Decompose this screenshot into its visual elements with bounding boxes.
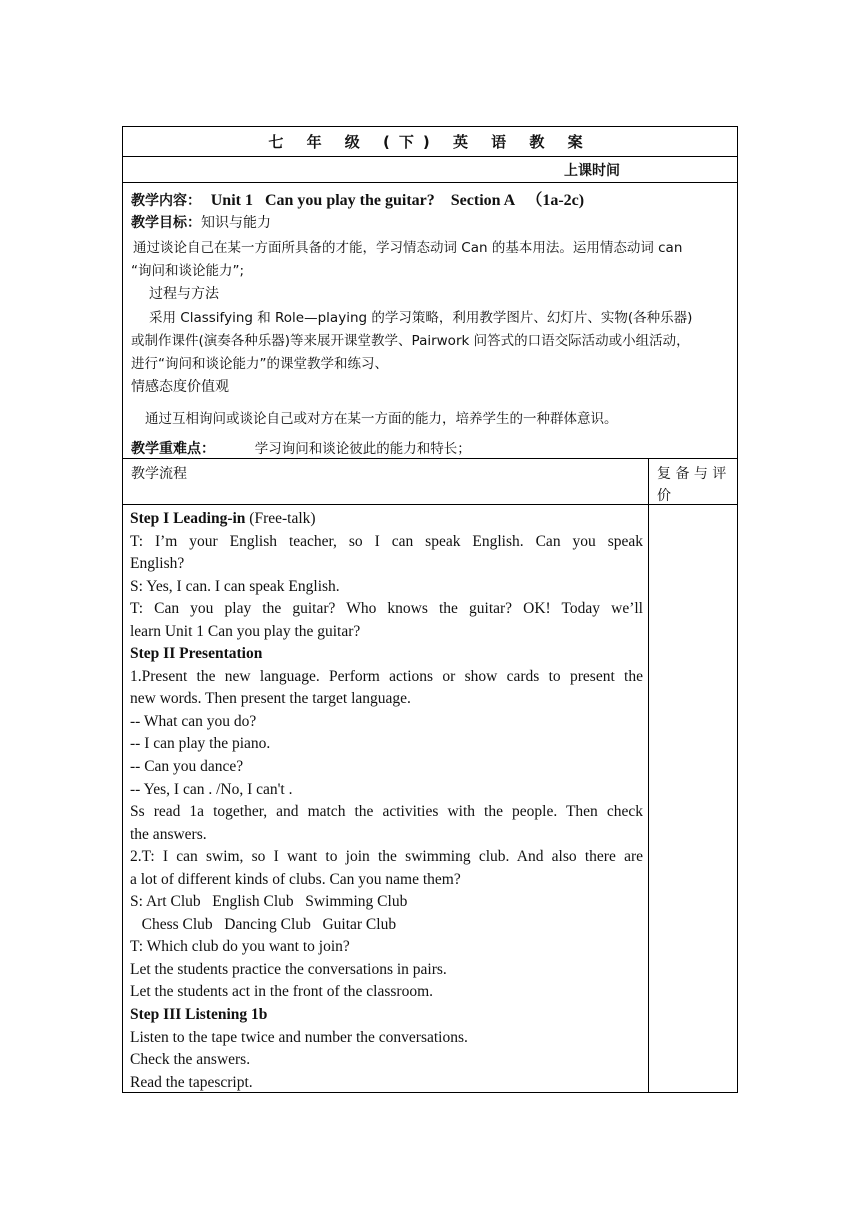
- flow-header-cell: [123, 459, 649, 504]
- step-line: Ss read 1a together, and match the activities with the people. Then check: [130, 803, 643, 821]
- method-line-1: 采用 Classifying 和 Role—playing 的学习策略，利用教学图片、幻灯片、实物(各种乐器): [149, 310, 693, 326]
- method-line-3: 进行“询问和谈论能力”的课堂教学和练习、: [131, 356, 388, 372]
- teaching-content-cell: [122, 183, 738, 459]
- emotion-label: 情感态度价值观: [131, 379, 229, 395]
- key-points-value: 学习询问和谈论彼此的能力和特长；: [254, 441, 471, 457]
- step-line: Listen to the tape twice and number the conversations.: [130, 1028, 468, 1046]
- emotion-line: 通过互相询问或谈论自己或对方在某一方面的能力，培养学生的一种群体意识。: [145, 411, 618, 427]
- content-line: [131, 187, 584, 210]
- key-points-line: [131, 437, 471, 458]
- flow-header-row: [122, 459, 738, 505]
- step-line: -- Can you dance?: [130, 758, 244, 776]
- document-title: 七 年 级 (下) 英 语 教 案: [122, 126, 738, 157]
- step-line: new words. Then present the target language.: [130, 690, 411, 708]
- flow-body-row: [122, 505, 738, 1093]
- step-line: -- I can play the piano.: [130, 735, 271, 753]
- step-line: 1.Present the new language. Perform actions or show cards to present the: [130, 667, 643, 685]
- key-points-label: 教学重难点：: [131, 441, 215, 457]
- flow-body-cell: [123, 505, 649, 1092]
- goals-line: [131, 212, 271, 232]
- step-line: Chess Club Dancing Club Guitar Club: [130, 915, 397, 933]
- flow-header: 教学流程: [131, 466, 187, 482]
- content-label: 教学内容：: [131, 193, 201, 209]
- step-line: Read the tapescript.: [130, 1073, 253, 1091]
- step-line: Check the answers.: [130, 1051, 251, 1069]
- goals-sub: 知识与能力: [201, 215, 271, 231]
- step-line: learn Unit 1 Can you play the guitar?: [130, 622, 361, 640]
- teaching-steps: [130, 508, 643, 1094]
- goals-label: 教学目标：: [131, 215, 201, 231]
- step-heading: [130, 508, 643, 531]
- review-body-cell: [649, 505, 737, 1092]
- step-heading: [130, 643, 643, 666]
- goal-line-2: “询问和谈论能力”;: [131, 263, 245, 279]
- step-line: S: Yes, I can. I can speak English.: [130, 577, 340, 595]
- step-line: English?: [130, 555, 185, 573]
- step-heading-title: Step III Listening 1b: [130, 1006, 268, 1024]
- step-heading-note: (Free-talk): [245, 510, 316, 527]
- step-line: -- Yes, I can . /No, I can't .: [130, 780, 293, 798]
- step-heading: [130, 1004, 643, 1027]
- step-line: T: Which club do you want to join?: [130, 938, 350, 956]
- step-line: Let the students practice the conversations in pairs.: [130, 960, 447, 978]
- review-header-line-1: 复 备 与 评: [657, 466, 727, 482]
- step-line: -- What can you do?: [130, 712, 257, 730]
- step-line: 2.T: I can swim, so I want to join the swimming club. And also there are: [130, 848, 643, 866]
- step-line: a lot of different kinds of clubs. Can you name them?: [130, 870, 461, 888]
- step-line: the answers.: [130, 825, 207, 843]
- step-heading-title: Step I Leading-in: [130, 510, 246, 527]
- class-time-label: 上课时间: [564, 163, 620, 179]
- step-line: S: Art Club English Club Swimming Club: [130, 893, 408, 911]
- lesson-plan-table: [122, 126, 738, 1093]
- goal-line-1: 通过谈论自己在某一方面所具备的才能，学习情态动词 Can 的基本用法。运用情态动词 can: [133, 240, 683, 256]
- review-header-cell: [649, 459, 737, 504]
- step-heading-title: Step II Presentation: [130, 645, 263, 663]
- content-value: Unit 1 Can you play the guitar? Section A （1a-2c): [210, 192, 585, 209]
- review-header-line-2: 价: [657, 488, 671, 504]
- process-label: 过程与方法: [149, 286, 219, 302]
- step-line: Let the students act in the front of the classroom.: [130, 983, 434, 1001]
- class-time-row: [122, 157, 738, 183]
- step-line: T: Can you play the guitar? Who knows the guitar? OK! Today we’ll: [130, 600, 643, 618]
- method-line-2: 或制作课件(演奏各种乐器)等来展开课堂教学、Pairwork 问答式的口语交际活动或小组活动，: [131, 333, 690, 349]
- step-line: T: I’m your English teacher, so I can speak English. Can you speak: [130, 532, 643, 550]
